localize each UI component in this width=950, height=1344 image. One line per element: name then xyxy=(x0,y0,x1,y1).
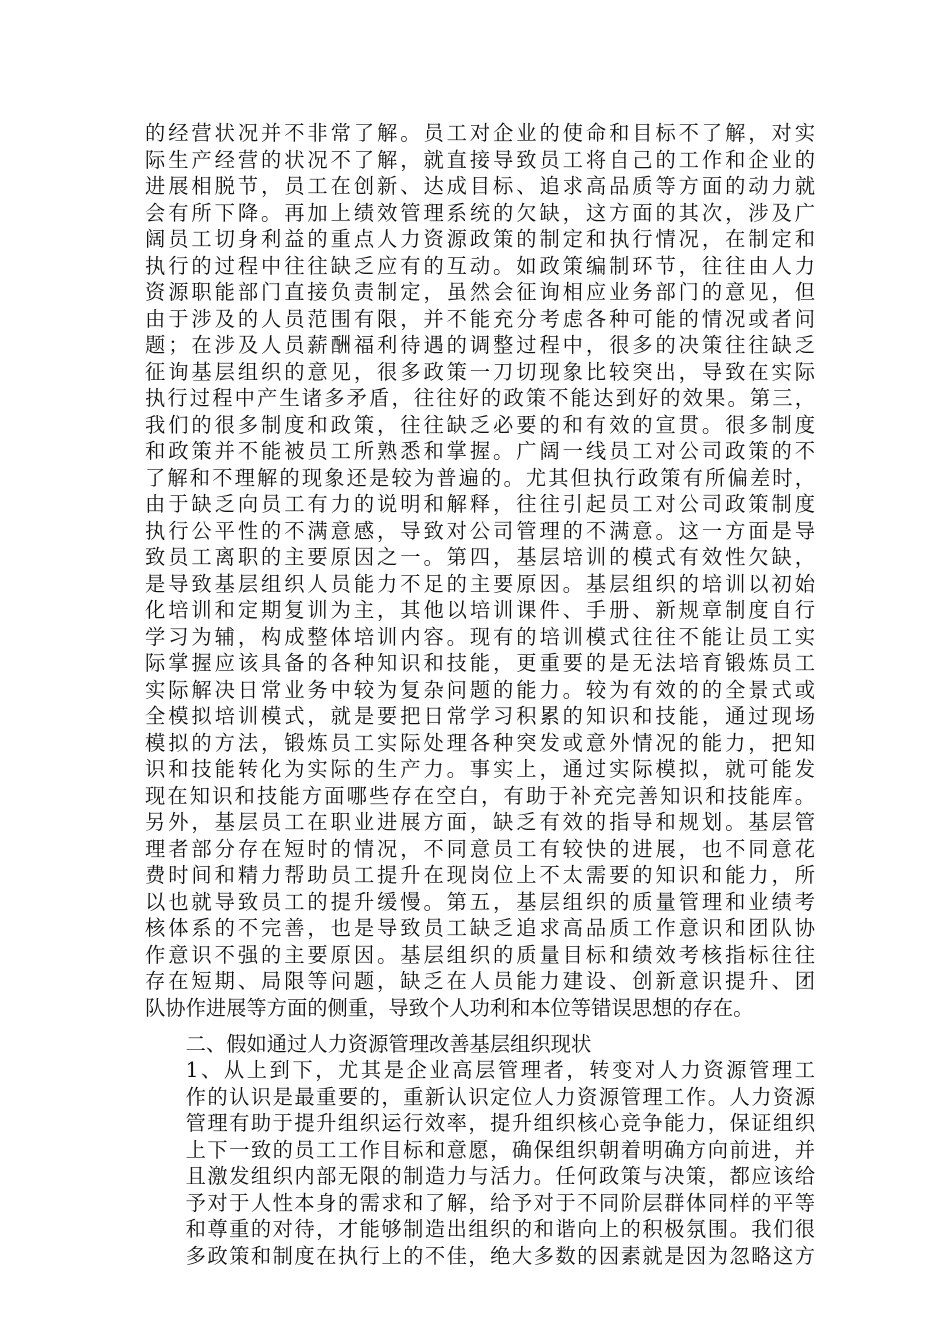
text-line: 由于缺乏向员工有力的说明和解释，往往引起员工对公司政策制度 xyxy=(145,492,815,516)
text-line: 致员工离职的主要原因之一。第四，基层培训的模式有效性欠缺， xyxy=(145,545,815,569)
text-line: 题；在涉及人员薪酬福利待遇的调整过程中，很多的决策往往缺乏 xyxy=(145,333,815,357)
text-line: 核体系的不完善，也是导致员工缺乏追求高品质工作意识和团队协 xyxy=(145,916,815,940)
text-line: 实际解决日常业务中较为复杂问题的能力。较为有效的的全景式或 xyxy=(145,677,815,702)
section-heading: 二、假如通过人力资源管理改善基层组织现状 xyxy=(185,1032,592,1056)
text-line: 以也就导致员工的提升缓慢。第五，基层组织的质量管理和业绩考 xyxy=(145,889,815,914)
text-line: 是导致基层组织人员能力不足的主要原因。基层组织的培训以初始 xyxy=(145,571,815,596)
text-line: 全模拟培训模式，就是要把日常学习积累的知识和技能，通过现场 xyxy=(145,704,815,728)
text-line: 和尊重的对待，才能够制造出组织的和谐向上的积极氛围。我们很 xyxy=(185,1217,815,1241)
text-line: 的经营状况并不非常了解。员工对企业的使命和目标不了解，对实 xyxy=(145,121,815,145)
text-line: 上下一致的员工工作目标和意愿，确保组织朝着明确方向前进，并 xyxy=(185,1137,815,1162)
text-line: 际掌握应该具备的各种知识和技能，更重要的是无法培育锻炼员工 xyxy=(145,651,815,675)
text-line: 模拟的方法，锻炼员工实际处理各种突发或意外情况的能力，把知 xyxy=(145,730,815,755)
text-line: 化培训和定期复训为主，其他以培训课件、手册、新规章制度自行 xyxy=(145,598,815,622)
text-line: 进展相脱节，员工在创新、达成目标、追求高品质等方面的动力就 xyxy=(145,174,815,198)
text-line: 际生产经营的状况不了解，就直接导致员工将自己的工作和企业的 xyxy=(145,147,815,172)
text-line: 资源职能部门直接负责制定，虽然会征询相应业务部门的意见，但 xyxy=(145,280,815,304)
text-line: 费时间和精力帮助员工提升在现岗位上不太需要的知识和能力，所 xyxy=(145,863,815,887)
text-line: 征询基层组织的意见，很多政策一刀切现象比较突出，导致在实际 xyxy=(145,359,815,384)
text-line: 且激发组织内部无限的制造力与活力。任何政策与决策，都应该给 xyxy=(185,1164,815,1188)
body-paragraph-1 xyxy=(145,120,815,1021)
text-line: 和政策并不能被员工所熟悉和掌握。广阔一线员工对公司政策的不 xyxy=(145,439,815,463)
text-line: 另外，基层员工在职业进展方面，缺乏有效的指导和规划。基层管 xyxy=(145,810,815,834)
text-line: 队协作进展等方面的侧重，导致个人功利和本位等错误思想的存在。 xyxy=(145,995,754,1020)
text-line: 执行公平性的不满意感，导致对公司管理的不满意。这一方面是导 xyxy=(145,518,815,543)
text-line: 现在知识和技能方面哪些存在空白，有助于补充完善知识和技能库。 xyxy=(145,783,815,808)
text-line: 存在短期、局限等问题，缺乏在人员能力建设、创新意识提升、团 xyxy=(145,969,815,993)
text-line: 管理有助于提升组织运行效率，提升组织核心竞争能力，保证组织 xyxy=(185,1111,815,1135)
text-line: 我们的很多制度和政策，往往缺乏必要的和有效的宣贯。很多制度 xyxy=(145,412,815,437)
text-line: 会有所下降。再加上绩效管理系统的欠缺，这方面的其次，涉及广 xyxy=(145,200,815,225)
text-line: 作的认识是最重要的，重新认识定位人力资源管理工作。人力资源 xyxy=(185,1084,815,1109)
text-line: 多政策和制度在执行上的不佳，绝大多数的因素就是因为忽略这方 xyxy=(185,1243,815,1268)
text-line: 阔员工切身利益的重点人力资源政策的制定和执行情况，在制定和 xyxy=(145,227,815,251)
body-paragraph-2 xyxy=(145,1057,815,1269)
text-line: 1、从上到下，尤其是企业高层管理者，转变对人力资源管理工 xyxy=(185,1058,815,1082)
text-line: 学习为辅，构成整体培训内容。现有的培训模式往往不能让员工实 xyxy=(145,624,815,649)
text-line: 予对于人性本身的需求和了解，给予对于不同阶层群体同样的平等 xyxy=(185,1190,815,1215)
text-line: 由于涉及的人员范围有限，并不能充分考虑各种可能的情况或者问 xyxy=(145,306,815,331)
text-line: 执行过程中产生诸多矛盾，往往好的政策不能达到好的效果。第三， xyxy=(145,386,815,410)
text-line: 理者部分存在短时的情况，不同意员工有较快的进展，也不同意花 xyxy=(145,836,815,861)
text-line: 了解和不理解的现象还是较为普遍的。尤其但执行政策有所偏差时， xyxy=(145,465,815,490)
text-line: 作意识不强的主要原因。基层组织的质量目标和绩效考核指标往往 xyxy=(145,942,815,967)
text-line: 执行的过程中往往缺乏应有的互动。如政策编制环节，往往由人力 xyxy=(145,253,815,278)
text-line: 识和技能转化为实际的生产力。事实上，通过实际模拟，就可能发 xyxy=(145,757,815,781)
